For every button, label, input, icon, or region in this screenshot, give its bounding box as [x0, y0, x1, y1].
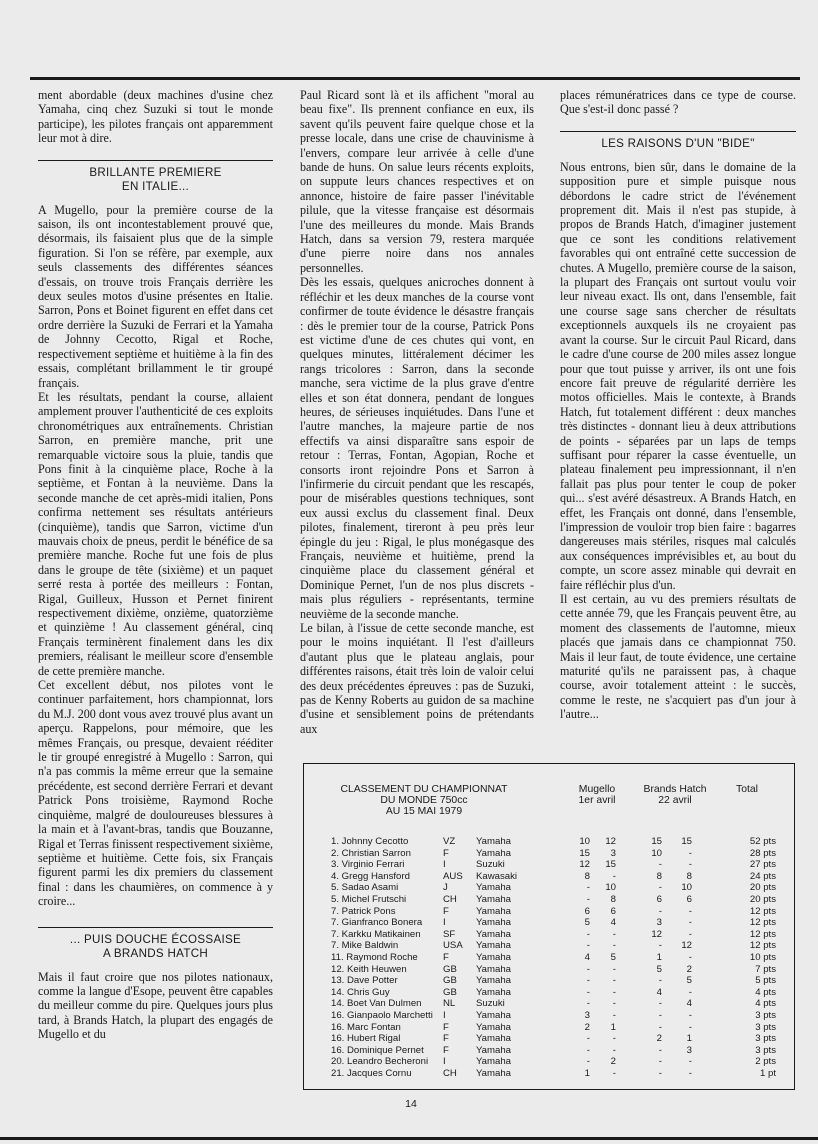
paragraph: A Mugello, pour la première course de la saison, ils ont incontestablement prouvé que, désormais, ils faisaient plus que de la simple figuration. Si l'on se réfère, par exemple, aux seuls classements des différentes séances d'essais, on trouve trois Français derrière les deux seules motos d'usine présentes en Italie. Sarron, Pons et Boinet figurent en effet dans cet ordre derrière la Suzuki de Ferrari et la Yamaha de Johnny Cecotto, Rigal et Roche, respectivement septième et huitième à la fin des essais, complétant brillamment le tir groupé français. — [38, 202, 273, 390]
cell-b2: 15 — [681, 836, 692, 847]
table-title-line: AU 15 MAI 1979 — [385, 806, 463, 817]
cell-t: 52 pts — [749, 836, 776, 847]
cell-c: NL — [443, 998, 456, 1010]
cell-b2: - — [688, 905, 692, 917]
cell-b1: 15 — [651, 836, 662, 847]
cell-t: 3 pts — [755, 1021, 776, 1033]
cell-m1: 12 — [579, 859, 590, 871]
cell-b1: - — [658, 1010, 662, 1021]
paragraph: Cet excellent début, nos pilotes vont le continuer parfaitement, hors championnat, lors du M.J. 200 dont vous avez trouvé plus avant un aperçu. Rappelons, pour mémoire, que les mêmes Français, ou presque, devaient rééditer le tir groupé enregistré à Mugello : Sarron, qui n'a pas commis la même erreur que la semaine précédente, est second derrière Ferrari et devant Patrick Pons troisième, Raymond Roche cinquième, malgré de douloureuses blessures à la main et à l'avant-bras, tandis que Bouzanne, Rigal et Terras finissent respectivement sixième, septième et huitième. Cette fois, six Français figurent parmi les dix premiers du classement final : dans les chaumières, on commence à y croire... — [38, 678, 273, 909]
cell-t: 3 pts — [755, 1010, 776, 1021]
table-row — [304, 848, 794, 859]
cell-n: 4. Gregg Hansford — [331, 870, 410, 882]
cell-b1: - — [658, 940, 662, 952]
table-row — [304, 1068, 794, 1079]
cell-m2: - — [612, 1033, 616, 1045]
cell-m1: - — [586, 963, 590, 975]
cell-m2: - — [612, 940, 616, 952]
table-row — [304, 836, 794, 847]
table-row — [304, 1033, 794, 1044]
cell-t: 27 pts — [749, 859, 776, 871]
cell-m: Yamaha — [476, 1021, 512, 1033]
cell-m: Yamaha — [476, 1056, 512, 1068]
cell-m2: 10 — [605, 882, 616, 894]
cell-m1: 4 — [584, 952, 590, 963]
column-2 — [300, 88, 534, 736]
cell-m1: 8 — [584, 870, 590, 882]
cell-b1: 3 — [656, 917, 662, 929]
cell-b1: - — [658, 1044, 662, 1056]
cell-m: Kawasaki — [476, 870, 518, 882]
cell-n: 7. Karkku Matikainen — [331, 928, 421, 940]
cell-b2: 12 — [681, 940, 692, 952]
table-row — [304, 929, 794, 940]
table-title — [324, 784, 524, 817]
cell-m1: - — [586, 882, 590, 894]
paragraph: Mais il faut croire que nos pilotes nationaux, comme la langue d'Esope, peuvent être capables du meilleur comme du pire. Quelques jours plus tard, à Brands Hatch, la plupart des engagés de Mugello et du — [38, 969, 273, 1042]
cell-c: CH — [443, 1068, 457, 1079]
cell-b1: - — [658, 859, 662, 871]
cell-n: 21. Jacques Cornu — [331, 1068, 412, 1079]
cell-m1: - — [586, 975, 590, 987]
cell-m1: 1 — [584, 1068, 590, 1079]
cell-m1: 5 — [584, 917, 590, 929]
cell-m1: 2 — [584, 1021, 590, 1033]
cell-c: AUS — [443, 870, 463, 882]
cell-m1: - — [586, 940, 590, 952]
cell-t: 10 pts — [749, 952, 776, 963]
cell-m1: 3 — [584, 1010, 590, 1021]
paragraph: Et les résultats, pendant la course, allaient amplement prouver l'authenticité de ces exploits chronométriques aux entraînements. Christian Sarron, en première manche, prit une remarquable victoire sous la pluie, tandis que Pons finit à la cinquième place, Roche à la septième, et Fontan à la neuvième. Dans la seconde manche de cet après-midi italien, Pons confirma nettement ses résultats antérieurs (cinquième), tandis que Sarron, victime d'un mauvais choix de pneus, perdit le bénéfice de sa première manche. Roche fut une fois de plus dans le groupe de tête (sixième) et un paquet serré resta à portée des meilleurs : Fontan, Rigal, Guilleux, Husson et Pernet finirent respectivement dixième, onzième, quatorzième et quinzième ! Au classement général, cinq Français terminèrent finalement dans les dix premiers, réalisant le meilleur score d'ensemble de cette première manche. — [38, 389, 273, 678]
paragraph: Le bilan, à l'issue de cette seconde manche, est pour le moins inquiétant. Il l'est d'ailleurs d'autant plus que le plateau anglais, pour différentes raisons, était très loin de valoir celui des deux précédentes épreuves : pas de Suzuki, pas de Kenny Roberts au guidon de sa machine d'usine et sensiblement poins de prétendants aux — [300, 621, 534, 736]
cell-m: Yamaha — [476, 917, 512, 929]
brands-label: Brands Hatch — [643, 784, 707, 795]
table-row — [304, 998, 794, 1009]
heading-line: ... PUIS DOUCHE ÉCOSSAISE — [69, 932, 242, 946]
cell-m: Yamaha — [476, 1033, 512, 1045]
cell-c: GB — [443, 963, 457, 975]
cell-b2: - — [688, 1056, 692, 1068]
table-row — [304, 859, 794, 870]
cell-t: 3 pts — [755, 1033, 776, 1045]
cell-n: 16. Dominique Pernet — [331, 1044, 424, 1056]
cell-t: 12 pts — [749, 928, 776, 940]
cell-n: 11. Raymond Roche — [331, 952, 418, 963]
cell-n: 16. Hubert Rigal — [331, 1033, 401, 1045]
cell-m: Yamaha — [476, 1068, 512, 1079]
table-row — [304, 871, 794, 882]
heading-line: LES RAISONS D'UN "BIDE" — [601, 136, 755, 150]
cell-b2: - — [688, 1021, 692, 1033]
cell-b2: - — [688, 847, 692, 859]
cell-b1: 5 — [656, 963, 662, 975]
table-row — [304, 964, 794, 975]
cell-m2: - — [612, 963, 616, 975]
cell-b2: - — [688, 986, 692, 998]
cell-m2: 1 — [610, 1021, 616, 1033]
cell-n: 3. Virginio Ferrari — [331, 859, 405, 871]
cell-t: 12 pts — [749, 940, 776, 952]
table-title-line: DU MONDE 750cc — [380, 795, 468, 806]
cell-c: VZ — [443, 836, 456, 847]
column-3 — [560, 88, 796, 722]
cell-b2: 3 — [686, 1044, 692, 1056]
cell-n: 20. Leandro Becheroni — [331, 1056, 429, 1068]
cell-m: Yamaha — [476, 963, 512, 975]
cell-n: 13. Dave Potter — [331, 975, 398, 987]
cell-b1: 1 — [656, 952, 662, 963]
cell-m: Yamaha — [476, 952, 512, 963]
cell-m2: - — [612, 1068, 616, 1079]
cell-c: GB — [443, 986, 457, 998]
cell-m1: 10 — [579, 836, 590, 847]
cell-m2: - — [612, 870, 616, 882]
cell-m1: - — [586, 986, 590, 998]
cell-m1: - — [586, 998, 590, 1010]
cell-m: Yamaha — [476, 847, 512, 859]
paragraph: places rémunératrices dans ce type de course. Que s'est-il donc passé ? — [560, 88, 796, 117]
cell-m1: - — [586, 1056, 590, 1068]
brands-date: 22 avril — [658, 795, 692, 806]
table-row — [304, 1022, 794, 1033]
cell-m2: 2 — [610, 1056, 616, 1068]
cell-n: 16. Gianpaolo Marchetti — [331, 1010, 433, 1021]
cell-t: 4 pts — [755, 998, 776, 1010]
cell-n: 5. Sadao Asami — [331, 882, 399, 894]
cell-b2: 5 — [686, 975, 692, 987]
cell-c: CH — [443, 894, 457, 905]
cell-m: Yamaha — [476, 975, 512, 987]
cell-m: Suzuki — [476, 859, 505, 871]
cell-c: USA — [443, 940, 463, 952]
cell-c: SF — [443, 928, 456, 940]
cell-b2: 10 — [681, 882, 692, 894]
cell-n: 16. Marc Fontan — [331, 1021, 401, 1033]
paragraph: ment abordable (deux machines d'usine chez Yamaha, cinq chez Suzuki si tout le monde participe), les pilotes français ont apparemment leur mot à dire. — [38, 88, 273, 146]
cell-b1: 4 — [656, 986, 662, 998]
cell-b2: 1 — [686, 1033, 692, 1045]
cell-m1: - — [586, 894, 590, 905]
cell-m: Yamaha — [476, 905, 512, 917]
total-header: Total — [736, 784, 758, 795]
cell-b2: - — [688, 1068, 692, 1079]
paragraph: Il est certain, au vu des premiers résultats de cette année 79, que les Français peuvent être, au moment des classements de l'automne, mieux placés que jamais dans ce championnat 750. Mais il leur faut, de toute évidence, une certaine maturité qu'ils ne paraissent pas, à chaque course, avoir totalement atteint : le succès, comme le reste, ne s'acquiert pas d'un jour à l'autre... — [560, 592, 796, 722]
cell-m: Yamaha — [476, 1010, 512, 1021]
cell-m2: - — [612, 1044, 616, 1056]
cell-b2: - — [688, 917, 692, 929]
cell-b2: 6 — [686, 894, 692, 905]
cell-b2: - — [688, 952, 692, 963]
cell-m2: 6 — [610, 905, 616, 917]
cell-m2: 8 — [610, 894, 616, 905]
section-heading-raisons — [560, 131, 796, 151]
heading-line: EN ITALIE... — [121, 179, 190, 193]
top-rule — [30, 77, 800, 80]
cell-b2: - — [688, 928, 692, 940]
cell-b2: 4 — [686, 998, 692, 1010]
section-heading-brillante — [38, 160, 273, 194]
cell-b1: - — [658, 975, 662, 987]
cell-c: I — [443, 859, 446, 871]
cell-c: F — [443, 1044, 449, 1056]
table-title-line: CLASSEMENT DU CHAMPIONNAT — [340, 784, 508, 795]
cell-m: Yamaha — [476, 836, 512, 847]
cell-b1: - — [658, 1068, 662, 1079]
cell-b1: 10 — [651, 847, 662, 859]
cell-m: Yamaha — [476, 882, 512, 894]
cell-b1: 6 — [656, 894, 662, 905]
cell-b1: 12 — [651, 928, 662, 940]
cell-m: Yamaha — [476, 928, 512, 940]
table-row — [304, 917, 794, 928]
cell-c: F — [443, 1021, 449, 1033]
mugello-label: Mugello — [578, 784, 616, 795]
table-row — [304, 1056, 794, 1067]
cell-t: 12 pts — [749, 917, 776, 929]
cell-m: Yamaha — [476, 940, 512, 952]
cell-m1: 15 — [579, 847, 590, 859]
cell-m1: - — [586, 1044, 590, 1056]
cell-b2: - — [688, 1010, 692, 1021]
cell-c: F — [443, 847, 449, 859]
table-row — [304, 952, 794, 963]
table-row — [304, 987, 794, 998]
cell-n: 12. Keith Heuwen — [331, 963, 407, 975]
cell-t: 2 pts — [755, 1056, 776, 1068]
paragraph: Dès les essais, quelques anicroches donnent à réfléchir et les deux manches de la course vont confirmer de toute évidence le désastre français : dès le premier tour de la course, Patrick Pons est victime d'une de ces chutes qui vont, en quelques minutes, littéralement décimer les rangs tricolores : Sarron, dans la seconde manche, sera victime de la plus grave d'entre elles et son état donnera, pendant de longues heures, de sérieuses inquiétudes. Dans l'une et l'autre manches, la majeure partie de nos effectifs va ainsi disparaître sans espoir de retour : Terras, Fontan, Agopian, Roche et consorts iront rejoindre Pons et Sarron à l'infirmerie du circuit pendant que les rescapés, pour de misérables questions techniques, sont eux aussi exclus du classement final. Deux pilotes, finalement, tireront à peu près leur épingle du jeu : Rigal, le plus monégasque des Français, neuvième et huitième, prend la cinquième place du classement général et Dominique Pernet, l'un de nos plus discrets - mais plus réguliers - représentants, termine neuvième de la seconde manche. — [300, 275, 534, 621]
cell-n: 1. Johnny Cecotto — [331, 836, 409, 847]
cell-t: 20 pts — [749, 894, 776, 905]
bottom-rule — [0, 1137, 818, 1140]
cell-m2: - — [612, 998, 616, 1010]
championship-table — [303, 763, 795, 1090]
cell-n: 7. Mike Baldwin — [331, 940, 399, 952]
cell-t: 20 pts — [749, 882, 776, 894]
cell-n: 5. Michel Frutschi — [331, 894, 407, 905]
cell-m2: 4 — [610, 917, 616, 929]
cell-t: 3 pts — [755, 1044, 776, 1056]
cell-m2: - — [612, 975, 616, 987]
brands-header — [636, 784, 714, 806]
cell-b2: - — [688, 859, 692, 871]
cell-n: 14. Boet Van Dulmen — [331, 998, 422, 1010]
cell-t: 24 pts — [749, 870, 776, 882]
table-row — [304, 1045, 794, 1056]
cell-m1: - — [586, 928, 590, 940]
paragraph: Paul Ricard sont là et ils affichent "moral au beau fixe". Ils prennent confiance en eux, ils savent qu'ils peuvent faire quelque chose et la presse locale, dans une crise de chauvinisme à l'envers, compare leur arrivée à celle d'une bande de huns. On salue leurs récents exploits, on suppute leurs chances respectives et on annonce, histoire de faire passer l'inévitable pilule, que la vitesse française est désormais l'une des meilleures du monde. Mais Brands Hatch, dans sa version 79, restera marquée d'une pierre noire dans nos annales personnelles. — [300, 88, 534, 275]
cell-t: 1 pt — [759, 1068, 776, 1079]
cell-t: 7 pts — [755, 963, 776, 975]
cell-b1: - — [658, 905, 662, 917]
cell-b1: 8 — [656, 870, 662, 882]
table-row — [304, 906, 794, 917]
cell-m1: - — [586, 1033, 590, 1045]
heading-line: BRILLANTE PREMIERE — [89, 165, 222, 179]
section-heading-douche — [38, 927, 273, 961]
table-row — [304, 1010, 794, 1021]
cell-m: Yamaha — [476, 1044, 512, 1056]
cell-n: 2. Christian Sarron — [331, 847, 411, 859]
cell-b1: - — [658, 1021, 662, 1033]
cell-c: F — [443, 1033, 449, 1045]
table-row — [304, 940, 794, 951]
cell-b1: 2 — [656, 1033, 662, 1045]
table-row — [304, 882, 794, 893]
cell-m2: - — [612, 1010, 616, 1021]
cell-t: 12 pts — [749, 905, 776, 917]
cell-m2: - — [612, 986, 616, 998]
cell-m: Yamaha — [476, 894, 512, 905]
cell-c: F — [443, 952, 449, 963]
cell-m2: 15 — [605, 859, 616, 871]
cell-b2: 8 — [686, 870, 692, 882]
cell-m2: 12 — [605, 836, 616, 847]
cell-c: J — [443, 882, 448, 894]
cell-m2: 5 — [610, 952, 616, 963]
cell-c: I — [443, 1056, 446, 1068]
cell-b1: - — [658, 882, 662, 894]
paragraph: Nous entrons, bien sûr, dans le domaine de la supposition pure et simple puisque nous débordons le cadre strict de l'événement proprement dit. Mais il n'est pas stupide, à propos de Brands Hatch, d'imaginer justement que ce sont les conditions relativement favorables qui ont entraîné cette succession de chutes. A Mugello, première course de la saison, la plupart des Français ont surtout voulu voir leur niveau exact. Ils ont, dans l'ensemble, fait une course sage sans chercher de résultats exceptionnels auxquels ils ne croyaient pas avant la course. Sur le circuit Paul Ricard, dans le cadre d'une course de 200 miles assez longue pour que tout puisse y arriver, ils ont une fois encore fait preuve de régularité derrière les motos officielles. Mais le contexte, à Brands Hatch, fut totalement différent : deux manches très distinctes - donnant lieu à deux attributions de points - séparées par un laps de temps suffisant pour réparer la casse éventuelle, un plateau finalement peu impressionnant, il n'en fallait pas plus pour tenter le coup de poker qui... s'est avéré désastreux. A Brands Hatch, en effet, les Français ont donné, dans l'ensemble, l'impression de vouloir trop bien faire : bagarres dangereuses mais stériles, risques mal calculés aux conséquences imprévisibles et, au bout du compte, un score assez minable qui devrait en faire réfléchir plus d'un. — [560, 159, 796, 592]
cell-c: F — [443, 905, 449, 917]
cell-m: Yamaha — [476, 986, 512, 998]
column-1 — [38, 88, 273, 1042]
cell-m2: - — [612, 928, 616, 940]
cell-c: I — [443, 1010, 446, 1021]
cell-n: 14. Chris Guy — [331, 986, 390, 998]
table-row — [304, 975, 794, 986]
table-row — [304, 894, 794, 905]
cell-t: 5 pts — [755, 975, 776, 987]
heading-line: A BRANDS HATCH — [102, 946, 209, 960]
cell-t: 4 pts — [755, 986, 776, 998]
page-number: 14 — [405, 1098, 417, 1110]
cell-b1: - — [658, 998, 662, 1010]
mugello-date: 1er avril — [578, 795, 616, 806]
cell-t: 28 pts — [749, 847, 776, 859]
cell-m1: 6 — [584, 905, 590, 917]
cell-b2: 2 — [686, 963, 692, 975]
cell-n: 7. Gianfranco Bonera — [331, 917, 423, 929]
mugello-header — [566, 784, 628, 806]
cell-c: GB — [443, 975, 457, 987]
cell-n: 7. Patrick Pons — [331, 905, 396, 917]
cell-c: I — [443, 917, 446, 929]
cell-m: Suzuki — [476, 998, 505, 1010]
cell-m2: 3 — [610, 847, 616, 859]
cell-b1: - — [658, 1056, 662, 1068]
